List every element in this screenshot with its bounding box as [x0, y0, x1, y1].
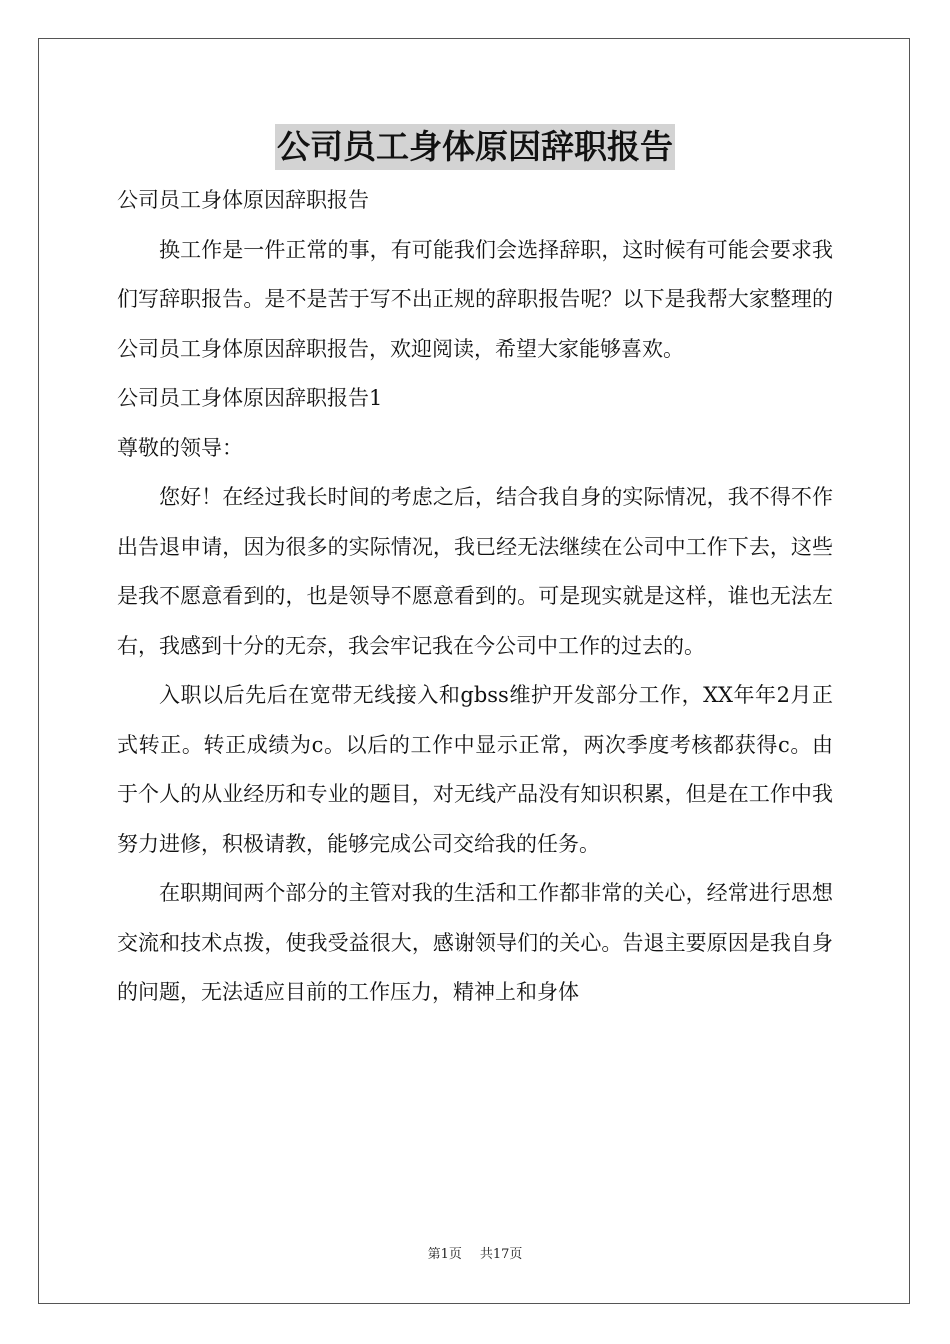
document-body [117, 176, 833, 1018]
page-footer [0, 1246, 950, 1264]
title-area [0, 124, 950, 170]
page-number-current: 第1页 [427, 1247, 462, 1262]
body-paragraph: 您好！在经过我长时间的考虑之后，结合我自身的实际情况，我不得不作出告退申请，因为很多的实际情况，我已经无法继续在公司中工作下去，这些是我不愿意看到的，也是领导不愿意看到的。可是现实就是这样，谁也无法左右，我感到十分的无奈，我会牢记我在今公司中工作的过去的。 [117, 485, 833, 658]
document-title: 公司员工身体原因辞职报告 [275, 124, 675, 170]
page-number-total: 共17页 [479, 1247, 523, 1262]
body-paragraph: 在职期间两个部分的主管对我的生活和工作都非常的关心，经常进行思想交流和技术点拨，使我受益很大，感谢领导们的关心。告退主要原因是我自身的问题，无法适应目前的工作压力，精神上和身体 [117, 881, 833, 1004]
section-heading: 公司员工身体原因辞职报告1 [117, 386, 383, 410]
intro-paragraph: 换工作是一件正常的事，有可能我们会选择辞职，这时候有可能会要求我们写辞职报告。是不是苦于写不出正规的辞职报告呢？以下是我帮大家整理的公司员工身体原因辞职报告，欢迎阅读，希望大家能够喜欢。 [117, 237, 833, 361]
salutation: 尊敬的领导： [117, 435, 243, 460]
body-paragraph: 入职以后先后在宽带无线接入和gbss维护开发部分工作，XX年年2月正式转正。转正成绩为c。以后的工作中显示正常，两次季度考核都获得c。由于个人的从业经历和专业的题目，对无线产品没有知识积累，但是在工作中我努力进修，积极请教，能够完成公司交给我的任务。 [117, 683, 833, 856]
subtitle-line: 公司员工身体原因辞职报告 [117, 188, 369, 212]
